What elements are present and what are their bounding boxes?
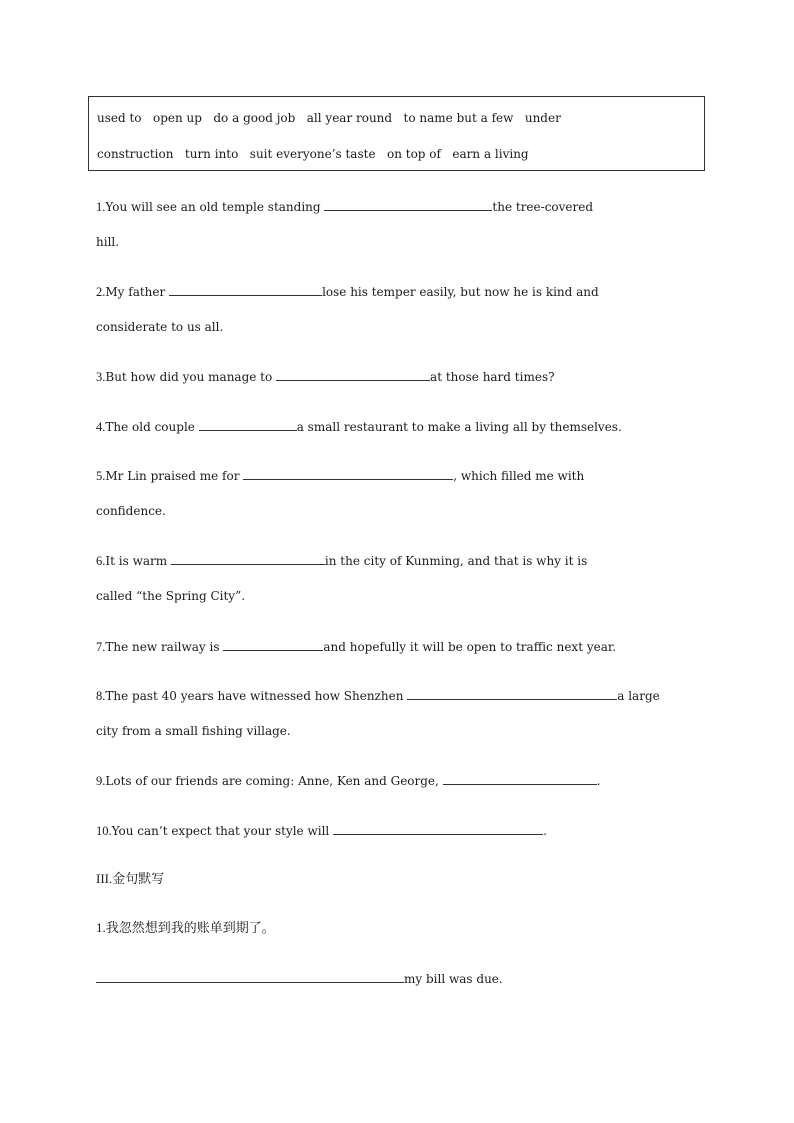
answer-blank-7[interactable]: [223, 638, 323, 651]
question-3: 3.But how did you manage to at those hard times?: [96, 370, 555, 384]
word-bank-line-2: construction turn into suit everyone’s taste on top of earn a living: [97, 147, 529, 161]
section-3-title: III.金句默写: [96, 871, 165, 886]
question-6-continuation: called “the Spring City”.: [96, 589, 246, 603]
question-9: 9.Lots of our friends are coming: Anne, Ken and George, .: [96, 774, 601, 788]
answer-blank-10[interactable]: [333, 822, 543, 835]
section-3-item-1-prompt: 1.我忽然想到我的账单到期了。: [96, 920, 275, 935]
answer-blank-4[interactable]: [199, 418, 297, 431]
question-1-continuation: hill.: [96, 235, 120, 249]
answer-blank-5[interactable]: [243, 467, 453, 480]
word-bank-box: [88, 96, 705, 171]
question-8-continuation: city from a small fishing village.: [96, 724, 291, 738]
question-1: 1.You will see an old temple standing the tree-covered: [96, 200, 594, 214]
answer-blank-1[interactable]: [324, 198, 492, 211]
question-4: 4.The old couple a small restaurant to make a living all by themselves.: [96, 420, 622, 434]
question-7: 7.The new railway is and hopefully it will be open to traffic next year.: [96, 640, 617, 654]
answer-blank-3[interactable]: [276, 368, 430, 381]
question-2-continuation: considerate to us all.: [96, 320, 224, 334]
answer-blank-8[interactable]: [407, 687, 617, 700]
question-2: 2.My father lose his temper easily, but now he is kind and: [96, 285, 599, 299]
question-8: 8.The past 40 years have witnessed how Shenzhen a large: [96, 689, 660, 703]
question-6: 6.It is warm in the city of Kunming, and that is why it is: [96, 554, 588, 568]
answer-blank-9[interactable]: [443, 772, 597, 785]
section-3-item-1-answer: my bill was due.: [96, 970, 503, 987]
question-10: 10.You can’t expect that your style will .: [96, 824, 547, 838]
word-bank-line-1: used to open up do a good job all year round to name but a few under: [97, 111, 561, 125]
question-5-continuation: confidence.: [96, 504, 166, 518]
answer-blank-2[interactable]: [169, 283, 322, 296]
answer-blank-sentence-1[interactable]: [96, 970, 404, 983]
answer-blank-6[interactable]: [171, 552, 325, 565]
question-5: 5.Mr Lin praised me for , which filled me with: [96, 469, 585, 483]
